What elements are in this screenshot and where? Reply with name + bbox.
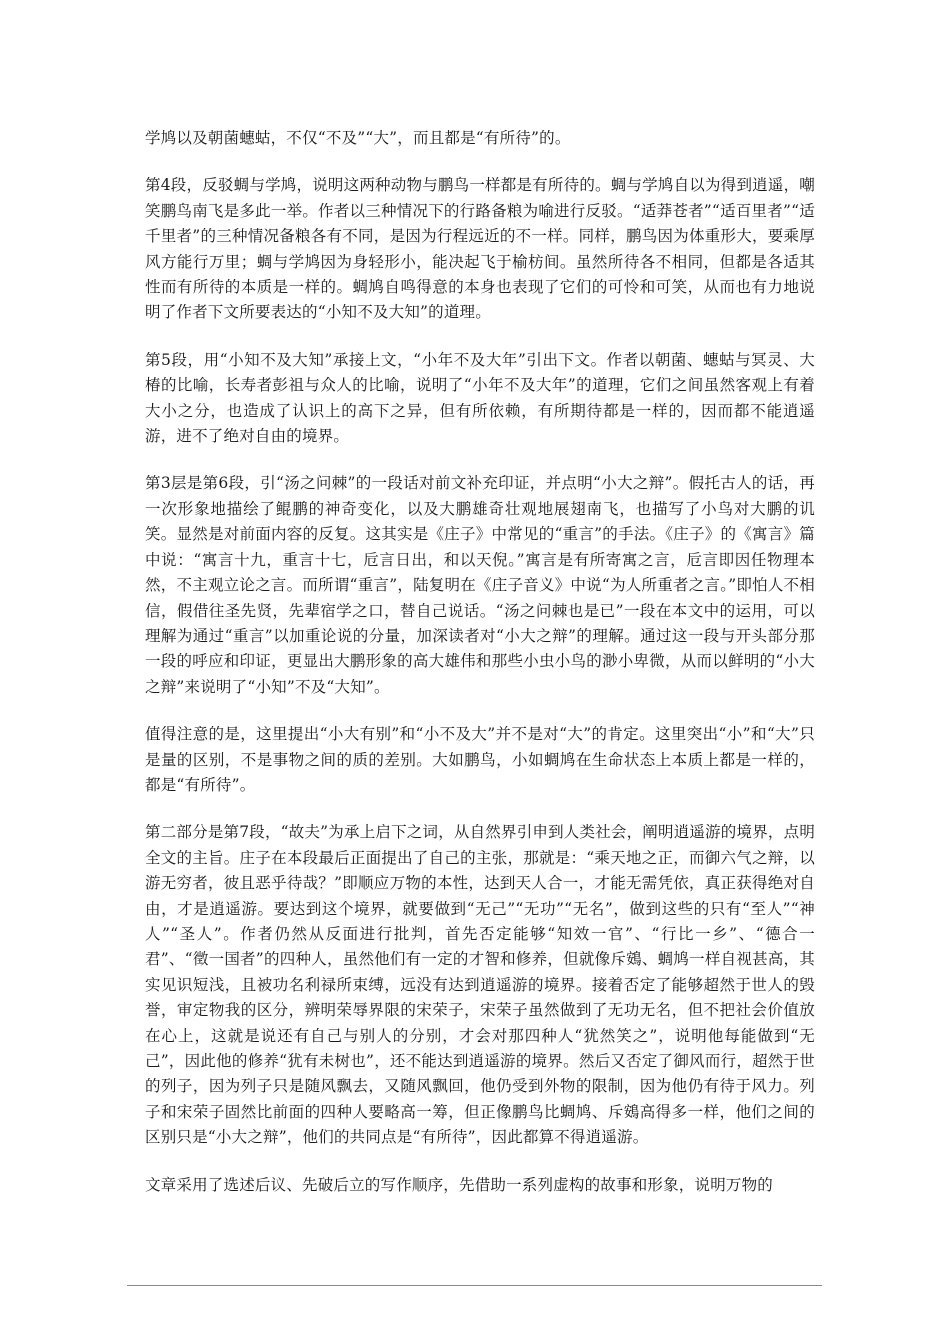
document-body xyxy=(145,126,815,1220)
paragraph-1: 学鸠以及朝菌蟪蛄，不仅“不及”“大”，而且都是“有所待”的。 xyxy=(145,129,571,147)
paragraph-2: 第4段，反驳蜩与学鸠，说明这两种动物与鹏鸟一样都是有所待的。蜩与学鸠自以为得到逍遥，嘲笑鹏鸟南飞是多此一举。作者以三种情况下的行路备粮为喻进行反驳。“适莽苍者”“适百里者”“适千里者”的三种情况备粮各有不同，是因为行程远近的不一样。同样，鹏鸟因为体重形大，要乘厚风方能行万里；蜩与学鸠因为身轻形小，能决起飞于榆枋间。虽然所待各不相同，但都是各适其性而有所待的本质是一样的。蜩鸠自鸣得意的本身也表现了它们的可怜和可笑，从而也有力地说明了作者下文所要表达的“小知不及大知”的道理。 xyxy=(145,176,815,322)
paragraph-5: 值得注意的是，这里提出“小大有别”和“小不及大”并不是对“大”的肯定。这里突出“小”和“大”只是量的区别，不是事物之间的质的差别。大如鹏鸟，小如蜩鸠在生命状态上本质上都是一样的，都是“有所待”。 xyxy=(145,725,815,794)
paragraph-4: 第3层是第6段，引“汤之问棘”的一段话对前文补充印证，并点明“小大之辩”。假托古人的话，再一次形象地描绘了鲲鹏的神奇变化，以及大鹏雄奇壮观地展翅南飞，也描写了小鸟对大鹏的讥笑。显然是对前面内容的反复。这其实是《庄子》中常见的“重言”的手法。《庄子》的《寓言》篇中说：“寓言十九，重言十七，卮言日出，和以天倪。”寓言是有所寄寓之言，卮言即因任物理本然，不主观立论之言。而所谓“重言”，陆复明在《庄子音义》中说“为人所重者之言。”即怕人不相信，假借往圣先贤，先辈宿学之口，替自己说话。“汤之问棘也是已”一段在本文中的运用，可以理解为通过“重言”以加重论说的分量，加深读者对“小大之辩”的理解。通过这一段与开头部分那一段的呼应和印证，更显出大鹏形象的高大雄伟和那些小虫小鸟的渺小卑微，从而以鲜明的“小大之辩”来说明了“小知”不及“大知”。 xyxy=(145,474,815,696)
paragraph-6: 第二部分是第7段，“故夫”为承上启下之词，从自然界引申到人类社会，阐明逍遥游的境界，点明全文的主旨。庄子在本段最后正面提出了自己的主张，那就是：“乘天地之正，而御六气之辩，以游无穷者，彼且恶乎待哉？”即顺应万物的本性，达到天人合一，才能无需凭依，真正获得绝对自由，才是逍遥游。要达到这个境界，就要做到“无己”“无功”“无名”，做到这些的只有“至人”“神人”“圣人”。作者仍然从反面进行批判，首先否定能够“知效一官”、“行比一乡”、“德合一君”、“徵一国者”的四种人，虽然他们有一定的才智和修养，但就像斥鴳、蜩鸠一样自视甚高，其实见识短浅，且被功名利禄所束缚，远没有达到逍遥游的境界。接着否定了能够超然于世人的毁誉，审定物我的区分，辨明荣辱界限的宋荣子，宋荣子虽然做到了无功无名，但不把社会价值放在心上，这就是说还有自己与别人的分别，才会对那四种人“犹然笑之”，说明他每能做到“无己”，因此他的修养“犹有未树也”，还不能达到逍遥游的境界。然后又否定了御风而行，超然于世的列子，因为列子只是随风飘去，又随风飘回，他仍受到外物的限制，因为他仍有待于风力。列子和宋荣子固然比前面的四种人要略高一筹，但正像鹏鸟比蜩鸠、斥鴳高得多一样，他们之间的区别只是“小大之辩”，他们的共同点是“有所待”，因此都算不得逍遥游。 xyxy=(145,823,816,1147)
footer-divider xyxy=(127,1285,822,1286)
paragraph-7: 文章采用了选述后议、先破后立的写作顺序，先借助一系列虚构的故事和形象，说明万物的 xyxy=(145,1175,774,1194)
paragraph-3: 第5段，用“小知不及大知”承接上文，“小年不及大年”引出下文。作者以朝菌、蟪蛄与冥灵、大椿的比喻，长寿者彭祖与众人的比喻，说明了“小年不及大年”的道理，它们之间虽然客观上有着大小之分，也造成了认识上的高下之异，但有所依赖，有所期待都是一样的，因而都不能逍遥游，进不了绝对自由的境界。 xyxy=(145,350,815,446)
